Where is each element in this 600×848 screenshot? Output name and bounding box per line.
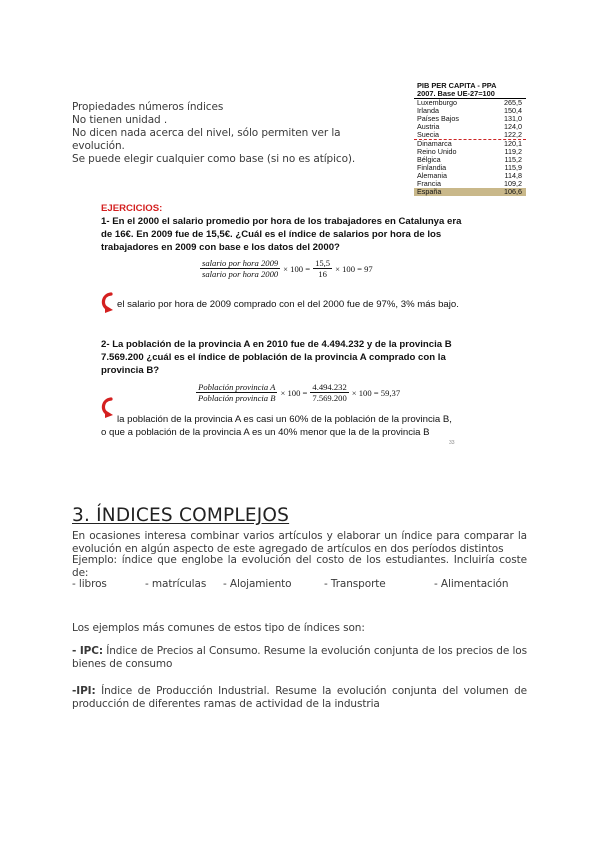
- pib-row: Austria 124,0: [417, 122, 522, 131]
- exercise-1-formula: [200, 258, 373, 279]
- pib-row: Suecia 122,2: [414, 131, 526, 140]
- exercise-2-answer-line-1: la población de la provincia A es casi un 60% de la población de la provincia B,: [117, 414, 452, 425]
- pib-table-subtitle: 2007. Base UE-27=100: [414, 90, 526, 99]
- exercise-1-statement: 1- En el 2000 el salario promedio por hora de los trabajadores en Catalunya era de 16€. En 2009 fue de 15,5€. ¿Cuál es el índice de salarios por hora de los trabajadores en 2009 con base e los datos del 2000?: [101, 216, 462, 253]
- intro-heading: Propiedades números índices: [72, 101, 224, 113]
- curved-arrow-icon: [100, 397, 116, 419]
- ipi-definition: [72, 685, 527, 711]
- exercise-2-formula: [196, 382, 400, 403]
- ipi-label: -IPI:: [72, 685, 96, 697]
- formula-denominator: Población provincia B: [198, 393, 276, 403]
- exercise-2-answer-line-2: o que a población de la provincia A es un 40% menor que la de la provincia B: [101, 427, 430, 438]
- section-3-title: 3. ÍNDICES COMPLEJOS: [72, 505, 290, 526]
- ipi-text: Índice de Producción Industrial. Resume la evolución conjunta del volumen de producción de diferentes ramas de actividad de la industria: [72, 685, 527, 710]
- pib-row: Finlandia 115,9: [417, 163, 522, 172]
- exercise-2-statement: 2- La población de la provincia A en 2010 fue de 4.494.232 y de la provincia B 7.569.200 ¿cuál es el índice de población de la provincia A comprado con la provincia B?: [101, 339, 452, 376]
- formula-result: × 100 = 97: [335, 263, 373, 274]
- formula-numerator: salario por hora 2009: [202, 258, 279, 268]
- formula-numerator: 15,5: [315, 258, 331, 268]
- cost-item: - Transporte: [324, 578, 386, 590]
- pib-row: Francia 109,2: [417, 179, 522, 188]
- intro-block: [72, 101, 392, 166]
- ipc-definition: [72, 645, 527, 671]
- intro-line: No tienen unidad .: [72, 114, 168, 126]
- formula-numerator: 4.494.232: [312, 382, 347, 392]
- formula-denominator: 16: [318, 269, 327, 279]
- pib-row: Dinamarca 120,1: [417, 139, 522, 148]
- page-number: 33: [449, 440, 455, 446]
- exercises-block: [101, 202, 463, 254]
- pib-row-highlighted: España 106,6: [414, 188, 526, 196]
- formula-numerator: Población provincia A: [198, 382, 276, 392]
- pib-table: [414, 82, 526, 196]
- ipc-text: Índice de Precios al Consumo. Resume la evolución conjunta de los precios de los bienes de consumo: [72, 645, 528, 670]
- pib-row: Bélgica 115,2: [417, 155, 522, 164]
- pib-row: Luxemburgo 265,5: [417, 98, 522, 107]
- formula-operator: × 100 =: [280, 387, 308, 398]
- cost-item: - Alojamiento: [223, 578, 292, 590]
- cost-item: - Alimentación: [434, 578, 509, 590]
- pib-row: Reino Unido 119,2: [417, 147, 522, 156]
- intro-line: No dicen nada acerca del nivel, sólo permiten ver la evolución.: [72, 127, 341, 152]
- pib-table-title: PIB PER CAPITA - PPA: [417, 81, 497, 90]
- section-3-title-wrap: [72, 505, 289, 526]
- pib-row: Irlanda 150,4: [417, 106, 522, 115]
- formula-denominator: 7.569.200: [312, 393, 347, 403]
- section-3-example: Ejemplo: índice que englobe la evolución del costo de los estudiantes. Incluiría coste de:: [72, 554, 527, 579]
- pib-row: Alemania 114,8: [417, 171, 522, 180]
- formula-result: × 100 = 59,37: [351, 387, 401, 398]
- cost-item: - matrículas: [145, 578, 207, 590]
- exercises-title: EJERCICIOS:: [101, 203, 163, 214]
- section-3-paragraph: En ocasiones interesa combinar varios artículos y elaborar un índice para comparar la evolución en algún aspecto de este agregado de artículos en dos períodos distintos: [72, 530, 527, 555]
- exercise-1-answer: el salario por hora de 2009 comprado con el del 2000 fue de 97%, 3% más bajo.: [117, 299, 459, 310]
- common-examples-intro: Los ejemplos más comunes de estos tipo de índices son:: [72, 622, 365, 634]
- cost-item: - libros: [72, 578, 107, 590]
- pib-row: Países Bajos 131,0: [417, 114, 522, 123]
- formula-operator: × 100 =: [283, 263, 311, 274]
- ipc-label: - IPC:: [72, 645, 103, 657]
- formula-denominator: salario por hora 2000: [202, 269, 279, 279]
- intro-line: Se puede elegir cualquier como base (si no es atípico).: [72, 153, 356, 165]
